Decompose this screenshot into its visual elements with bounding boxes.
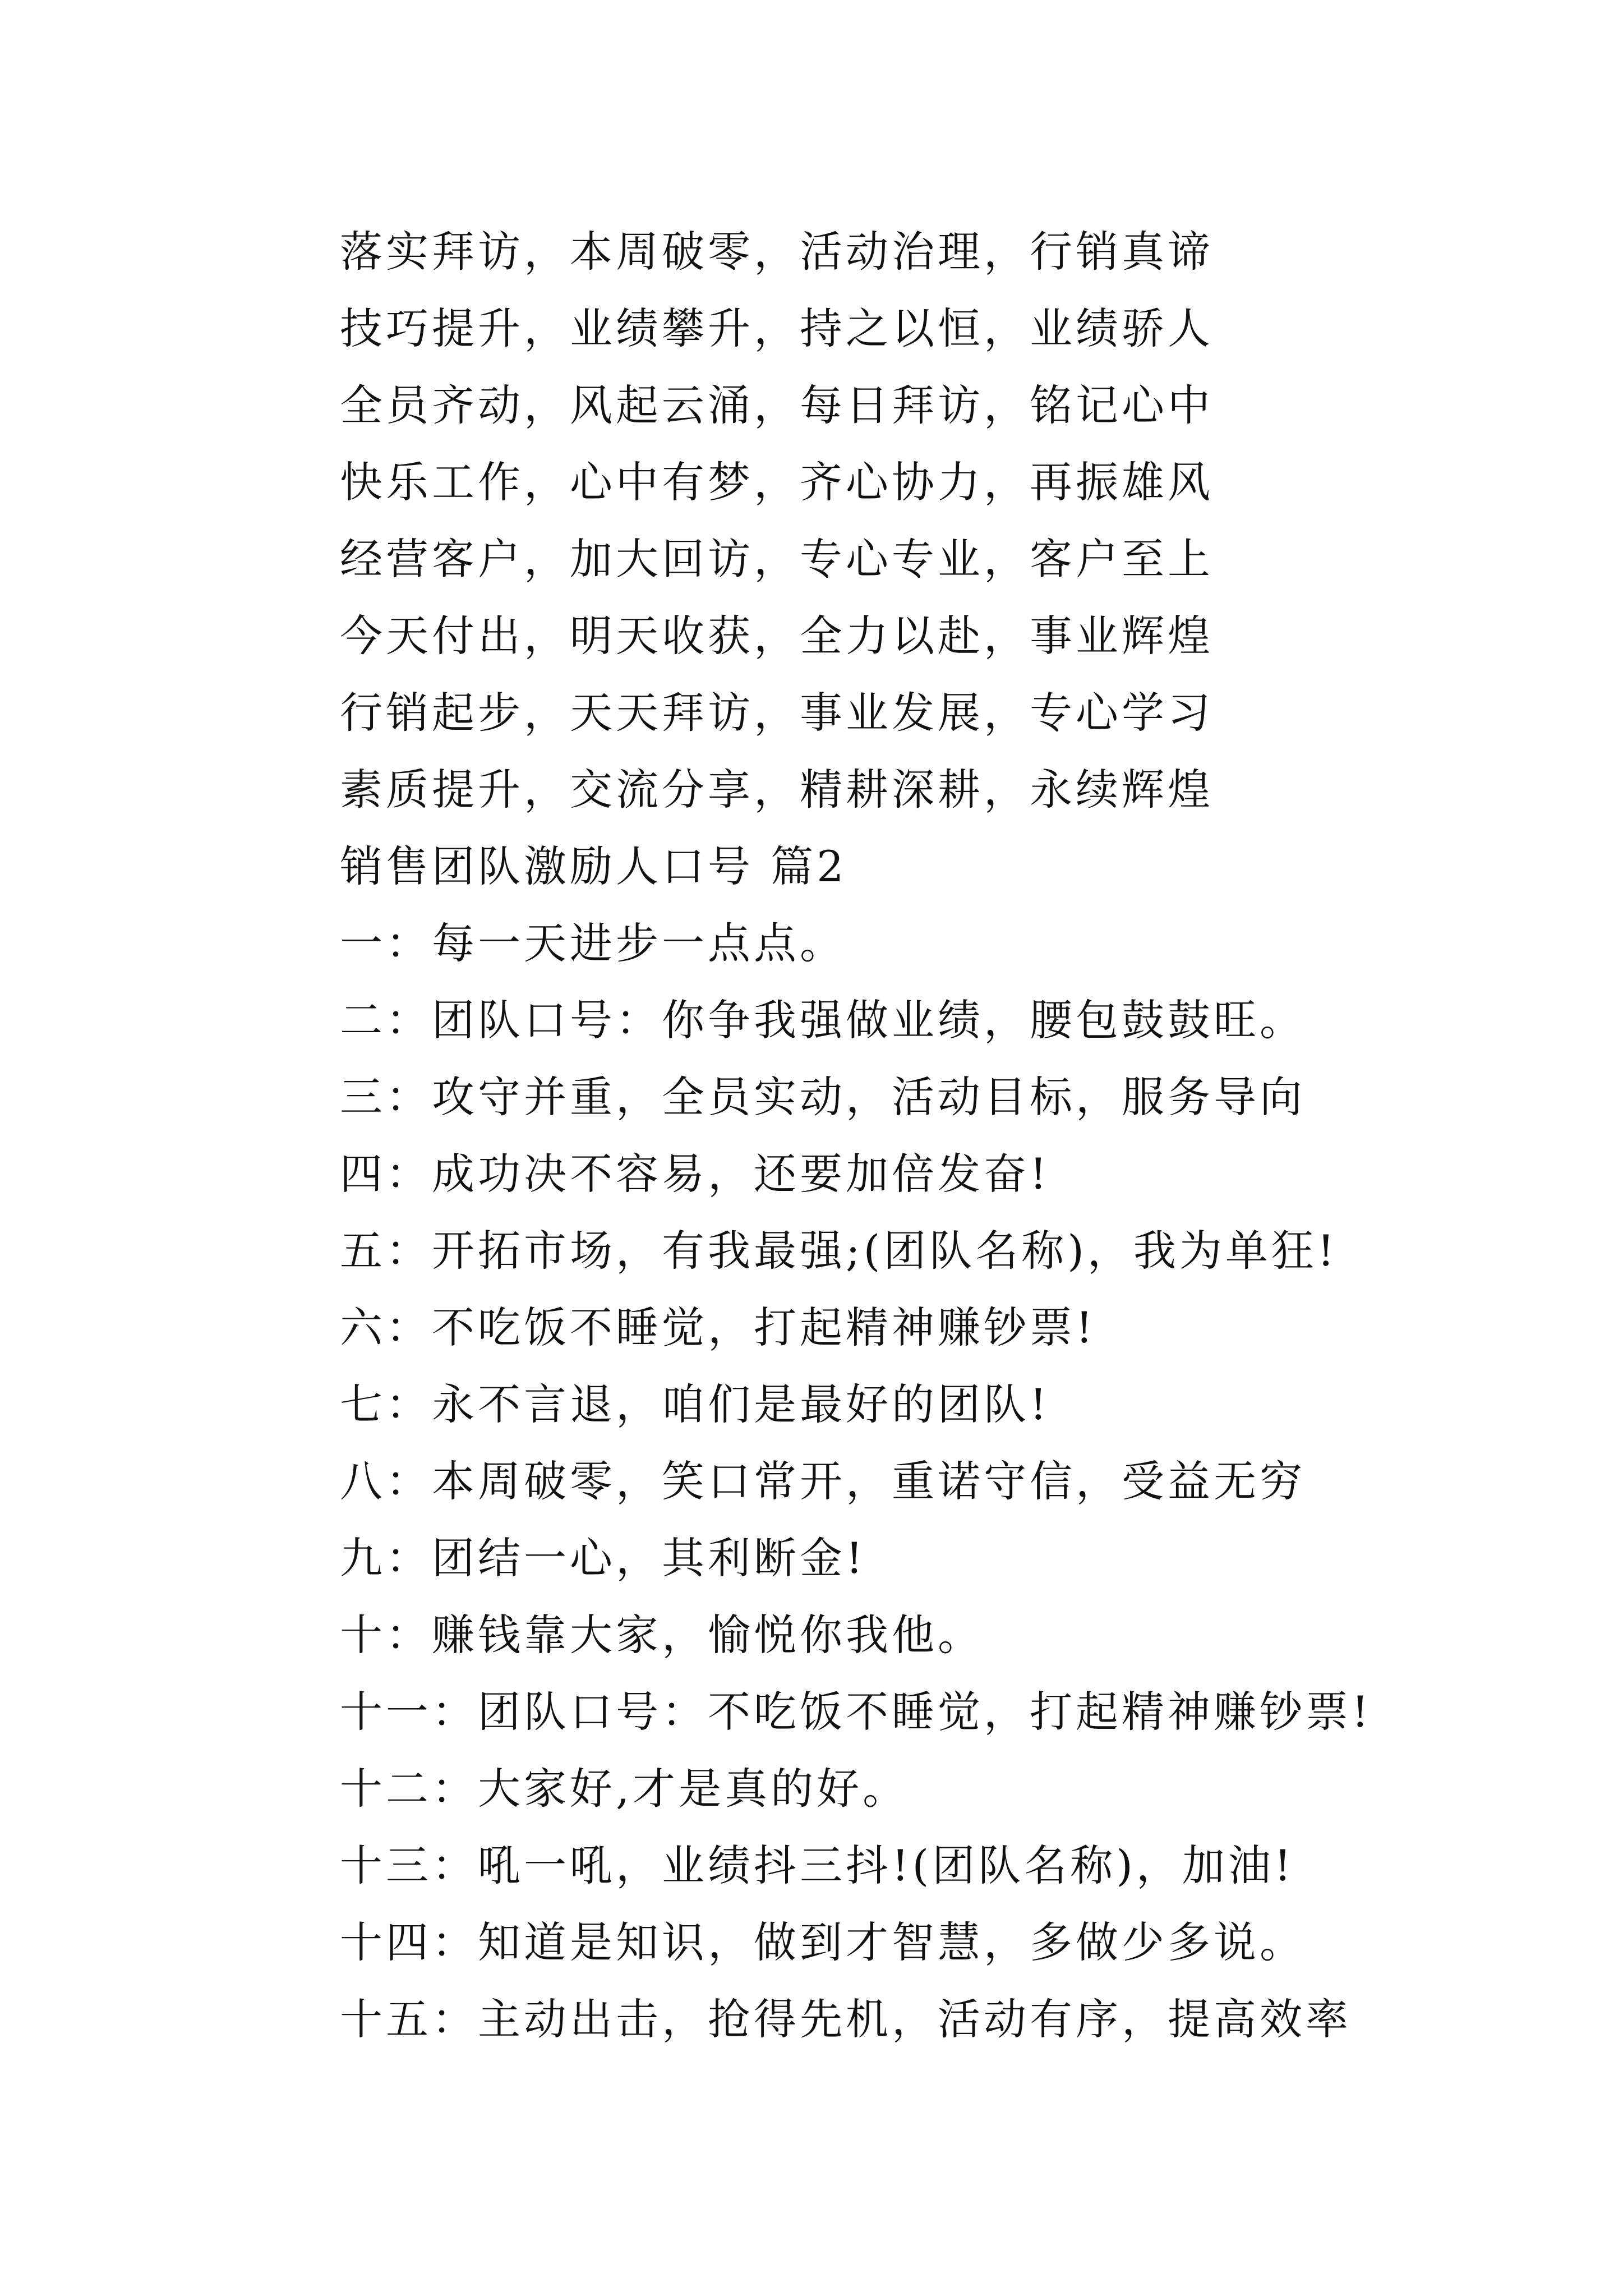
text-line: 一：每一天进步一点点。: [340, 918, 846, 968]
text-line: 行销起步，天天拜访，事业发展，专心学习: [340, 688, 1214, 738]
text-line: 八：本周破零，笑口常开，重诺守信，受益无穷: [340, 1456, 1306, 1506]
text-line: 快乐工作，心中有梦，齐心协力，再振雄风: [340, 457, 1214, 507]
text-line: 技巧提升，业绩攀升，持之以恒，业绩骄人: [340, 303, 1214, 353]
text-line: 全员齐动，风起云涌，每日拜访，铭记心中: [340, 380, 1214, 430]
document-body: [340, 213, 1518, 2058]
text-line: 今天付出，明天收获，全力以赴，事业辉煌: [340, 611, 1214, 661]
text-line: 七：永不言退，咱们是最好的团队!: [340, 1379, 1050, 1429]
text-line: 五：开拓市场，有我最强;(团队名称)，我为单狂!: [340, 1226, 1338, 1276]
text-line: 十：赚钱靠大家，愉悦你我他。: [340, 1610, 984, 1660]
text-line: 十五：主动出击，抢得先机，活动有序，提高效率: [340, 1994, 1352, 2044]
text-line: 十三：吼一吼，业绩抖三抖!(团队名称)，加油!: [340, 1841, 1295, 1890]
text-line: 十一：团队口号：不吃饭不睡觉，打起精神赚钞票!: [340, 1687, 1372, 1737]
section-heading: 销售团队激励人口号 篇2: [340, 841, 847, 891]
text-line: 三：攻守并重，全员实动，活动目标，服务导向: [340, 1072, 1306, 1122]
text-line: 落实拜访，本周破零，活动治理，行销真谛: [340, 227, 1214, 277]
text-line: 素质提升，交流分享，精耕深耕，永续辉煌: [340, 765, 1214, 815]
text-line: 六：不吃饭不睡觉，打起精神赚钞票!: [340, 1303, 1096, 1352]
text-line: 经营客户，加大回访，专心专业，客户至上: [340, 534, 1214, 584]
text-line: 十二：大家好,才是真的好。: [340, 1764, 909, 1814]
text-line: 九：团结一心，其利断金!: [340, 1533, 866, 1583]
text-line: 二：团队口号：你争我强做业绩，腰包鼓鼓旺。: [340, 995, 1306, 1045]
text-line: 十四：知道是知识，做到才智慧，多做少多说。: [340, 1917, 1306, 1967]
text-line: 四：成功决不容易，还要加倍发奋!: [340, 1149, 1050, 1199]
